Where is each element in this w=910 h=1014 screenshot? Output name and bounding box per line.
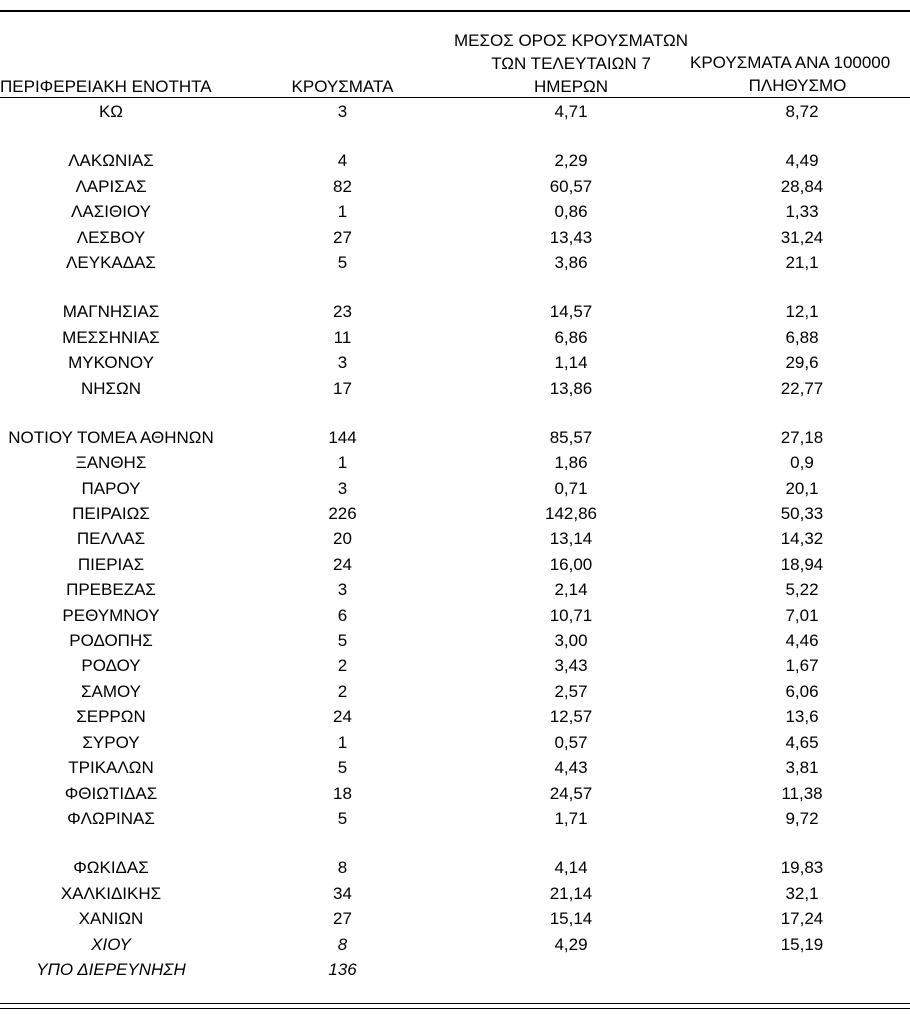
cell-region: ΜΥΚΟΝΟΥ xyxy=(68,353,154,372)
cell-cases: 8 xyxy=(337,858,348,877)
cell-region: ΣΕΡΡΩΝ xyxy=(76,707,146,726)
cell-cases: 18 xyxy=(333,784,352,803)
table-row xyxy=(0,175,910,199)
top-rule xyxy=(0,10,910,12)
cell-cases: 136 xyxy=(328,960,357,979)
cell-cases: 23 xyxy=(333,302,352,321)
cell-cases: 2 xyxy=(337,682,348,701)
table-row xyxy=(0,100,910,124)
cell-average: 13,14 xyxy=(549,529,593,548)
cell-average: 85,57 xyxy=(549,428,593,447)
cell-cases: 5 xyxy=(337,631,348,650)
cell-region: ΛΑΚΩΝΙΑΣ xyxy=(68,151,154,170)
cell-cases: 5 xyxy=(337,809,348,828)
table-row xyxy=(0,705,910,729)
cell-region: ΠΕΙΡΑΙΩΣ xyxy=(72,504,150,523)
cell-cases: 24 xyxy=(333,707,352,726)
bottom-rule xyxy=(0,1003,910,1004)
header-average-line3: ΗΜΕΡΩΝ xyxy=(533,77,609,96)
cell-region: ΦΩΚΙΔΑΣ xyxy=(73,858,149,877)
cell-cases: 11 xyxy=(333,328,352,347)
cell-average: 1,14 xyxy=(554,353,588,372)
cell-average: 13,86 xyxy=(549,379,593,398)
cell-average: 4,43 xyxy=(554,758,588,777)
cell-per-100000: 1,67 xyxy=(785,656,819,675)
header-per-line1: ΚΡΟΥΣΜΑΤΑ ΑΝΑ 100000 xyxy=(690,53,891,72)
cell-region: ΥΠΟ ΔΙΕΡΕΥΝΗΣΗ xyxy=(36,960,186,979)
table-row xyxy=(0,351,910,375)
cell-region: ΛΕΣΒΟΥ xyxy=(76,228,146,247)
cell-cases: 4 xyxy=(337,151,348,170)
table-row xyxy=(0,756,910,780)
cell-average: 10,71 xyxy=(549,606,593,625)
cell-average: 3,43 xyxy=(554,656,588,675)
table-row xyxy=(0,426,910,450)
header-per-line2: ΠΛΗΘΥΣΜΟ xyxy=(748,76,847,95)
cell-average: 142,86 xyxy=(545,504,597,523)
cell-region: ΧΑΝΙΩΝ xyxy=(78,909,144,928)
table-row xyxy=(0,502,910,526)
cell-per-100000: 8,72 xyxy=(785,102,819,121)
cell-cases: 17 xyxy=(333,379,352,398)
cell-cases: 82 xyxy=(333,177,352,196)
cell-per-100000: 18,94 xyxy=(780,555,824,574)
header-region: ΠΕΡΙΦΕΡΕΙΑΚΗ ΕΝΟΤΗΤΑ xyxy=(0,77,212,96)
table-row xyxy=(0,477,910,501)
cell-cases: 6 xyxy=(337,606,348,625)
cell-per-100000: 3,81 xyxy=(785,758,819,777)
cell-region: ΡΕΘΥΜΝΟΥ xyxy=(62,606,160,625)
cell-average: 14,57 xyxy=(549,302,593,321)
cell-region: ΛΕΥΚΑΔΑΣ xyxy=(66,253,156,272)
cell-per-100000: 19,83 xyxy=(780,858,824,877)
cell-average: 0,71 xyxy=(554,479,588,498)
cell-cases: 144 xyxy=(328,428,357,447)
cell-average: 16,00 xyxy=(549,555,593,574)
cell-per-100000: 1,33 xyxy=(785,202,819,221)
cell-average: 3,86 xyxy=(554,253,588,272)
table-row xyxy=(0,882,910,906)
cell-per-100000: 6,88 xyxy=(785,328,819,347)
cell-per-100000: 4,49 xyxy=(785,151,819,170)
cell-per-100000: 4,46 xyxy=(785,631,819,650)
cell-average: 21,14 xyxy=(549,884,593,903)
cell-cases: 226 xyxy=(328,504,357,523)
cell-region: ΛΑΣΙΘΙΟΥ xyxy=(71,202,151,221)
cell-region: ΧΑΛΚΙΔΙΚΗΣ xyxy=(60,884,162,903)
cell-region: ΠΙΕΡΙΑΣ xyxy=(77,555,145,574)
cell-cases: 5 xyxy=(337,758,348,777)
cell-per-100000: 17,24 xyxy=(780,909,824,928)
cell-per-100000: 15,19 xyxy=(780,935,824,954)
cell-region: ΝΟΤΙΟΥ ΤΟΜΕΑ ΑΘΗΝΩΝ xyxy=(8,428,214,447)
cell-per-100000: 27,18 xyxy=(780,428,824,447)
cell-per-100000: 0,9 xyxy=(790,453,814,472)
table-row xyxy=(0,200,910,224)
table-row xyxy=(0,782,910,806)
cell-cases: 1 xyxy=(337,453,348,472)
cell-average: 2,29 xyxy=(554,151,588,170)
cell-region: ΠΡΕΒΕΖΑΣ xyxy=(66,580,156,599)
cell-cases: 2 xyxy=(337,656,348,675)
cell-per-100000: 11,38 xyxy=(781,784,823,803)
cell-region: ΡΟΔΟΥ xyxy=(81,656,141,675)
header-per-100000 xyxy=(690,51,910,97)
cell-region: ΦΘΙΩΤΙΔΑΣ xyxy=(64,784,158,803)
cell-region: ΦΛΩΡΙΝΑΣ xyxy=(67,809,155,828)
cell-per-100000: 20,1 xyxy=(785,479,819,498)
cell-cases: 24 xyxy=(333,555,352,574)
table-row xyxy=(0,958,910,982)
cell-cases: 1 xyxy=(337,733,348,752)
cell-region: ΝΗΣΩΝ xyxy=(80,379,142,398)
cell-average: 60,57 xyxy=(549,177,593,196)
table-row xyxy=(0,251,910,275)
cell-region: ΣΑΜΟΥ xyxy=(80,682,142,701)
table-row xyxy=(0,933,910,957)
cell-average: 1,86 xyxy=(554,453,588,472)
cell-per-100000: 9,72 xyxy=(785,809,819,828)
cell-average: 4,71 xyxy=(554,102,588,121)
cell-cases: 34 xyxy=(333,884,352,903)
cell-average: 12,57 xyxy=(549,707,593,726)
header-rule xyxy=(0,97,910,98)
cell-average: 13,43 xyxy=(549,228,593,247)
table-row xyxy=(0,604,910,628)
cell-average: 0,86 xyxy=(554,202,588,221)
cell-average: 2,57 xyxy=(554,682,588,701)
cell-per-100000: 29,6 xyxy=(785,353,819,372)
table-row xyxy=(0,149,910,173)
table-row xyxy=(0,527,910,551)
cell-region: ΧΙΟΥ xyxy=(91,935,131,954)
cell-cases: 27 xyxy=(333,909,352,928)
cell-region: ΠΑΡΟΥ xyxy=(81,479,141,498)
cell-per-100000: 31,24 xyxy=(780,228,824,247)
cell-per-100000: 21,1 xyxy=(785,253,819,272)
cell-cases: 20 xyxy=(333,529,352,548)
cell-per-100000: 6,06 xyxy=(785,682,819,701)
cell-per-100000: 13,6 xyxy=(785,707,819,726)
cell-cases: 3 xyxy=(337,353,348,372)
table-row xyxy=(0,807,910,831)
bottom-rule-double xyxy=(0,1008,910,1009)
cell-per-100000: 50,33 xyxy=(780,504,824,523)
cell-region: ΚΩ xyxy=(98,102,124,121)
cell-per-100000: 32,1 xyxy=(785,884,819,903)
table-row xyxy=(0,907,910,931)
cell-region: ΣΥΡΟΥ xyxy=(82,733,140,752)
cell-region: ΛΑΡΙΣΑΣ xyxy=(75,177,147,196)
cell-cases: 3 xyxy=(337,479,348,498)
cell-per-100000: 4,65 xyxy=(785,733,819,752)
table-row xyxy=(0,451,910,475)
table-row xyxy=(0,553,910,577)
table-row xyxy=(0,578,910,602)
cell-average: 24,57 xyxy=(549,784,593,803)
cell-average: 0,57 xyxy=(554,733,588,752)
cell-cases: 1 xyxy=(337,202,348,221)
cell-average: 6,86 xyxy=(554,328,588,347)
table-row xyxy=(0,680,910,704)
cell-per-100000: 12,1 xyxy=(785,302,819,321)
cell-region: ΤΡΙΚΑΛΩΝ xyxy=(68,758,154,777)
cell-region: ΞΑΝΘΗΣ xyxy=(75,453,147,472)
table-row xyxy=(0,629,910,653)
cell-region: ΜΑΓΝΗΣΙΑΣ xyxy=(62,302,160,321)
cell-region: ΡΟΔΟΠΗΣ xyxy=(69,631,153,650)
cell-cases: 27 xyxy=(333,228,352,247)
cell-average: 2,14 xyxy=(554,580,588,599)
cell-cases: 3 xyxy=(337,580,348,599)
cell-average: 1,71 xyxy=(554,809,588,828)
cell-average: 4,29 xyxy=(554,935,588,954)
header-average xyxy=(440,29,702,98)
cell-cases: 8 xyxy=(337,935,348,954)
header-average-line2: ΤΩΝ ΤΕΛΕΥΤΑΙΩΝ 7 xyxy=(491,54,651,73)
table-row xyxy=(0,856,910,880)
cell-per-100000: 7,01 xyxy=(785,606,819,625)
cell-per-100000: 14,32 xyxy=(780,529,824,548)
header-cases: ΚΡΟΥΣΜΑΤΑ xyxy=(291,77,394,96)
cell-region: ΠΕΛΛΑΣ xyxy=(76,529,146,548)
cell-region: ΜΕΣΣΗΝΙΑΣ xyxy=(62,328,160,347)
table-row xyxy=(0,654,910,678)
cell-cases: 5 xyxy=(337,253,348,272)
cell-cases: 3 xyxy=(337,102,348,121)
cell-average: 4,14 xyxy=(554,858,588,877)
cell-per-100000: 5,22 xyxy=(785,580,819,599)
table-row xyxy=(0,226,910,250)
cell-average: 15,14 xyxy=(549,909,593,928)
table-row xyxy=(0,377,910,401)
table-row xyxy=(0,300,910,324)
header-average-line1: ΜΕΣΟΣ ΟΡΟΣ ΚΡΟΥΣΜΑΤΩΝ xyxy=(454,31,688,50)
cell-per-100000: 28,84 xyxy=(780,177,824,196)
cell-average: 3,00 xyxy=(554,631,588,650)
cell-per-100000: 22,77 xyxy=(780,379,824,398)
table-row xyxy=(0,326,910,350)
table-row xyxy=(0,731,910,755)
